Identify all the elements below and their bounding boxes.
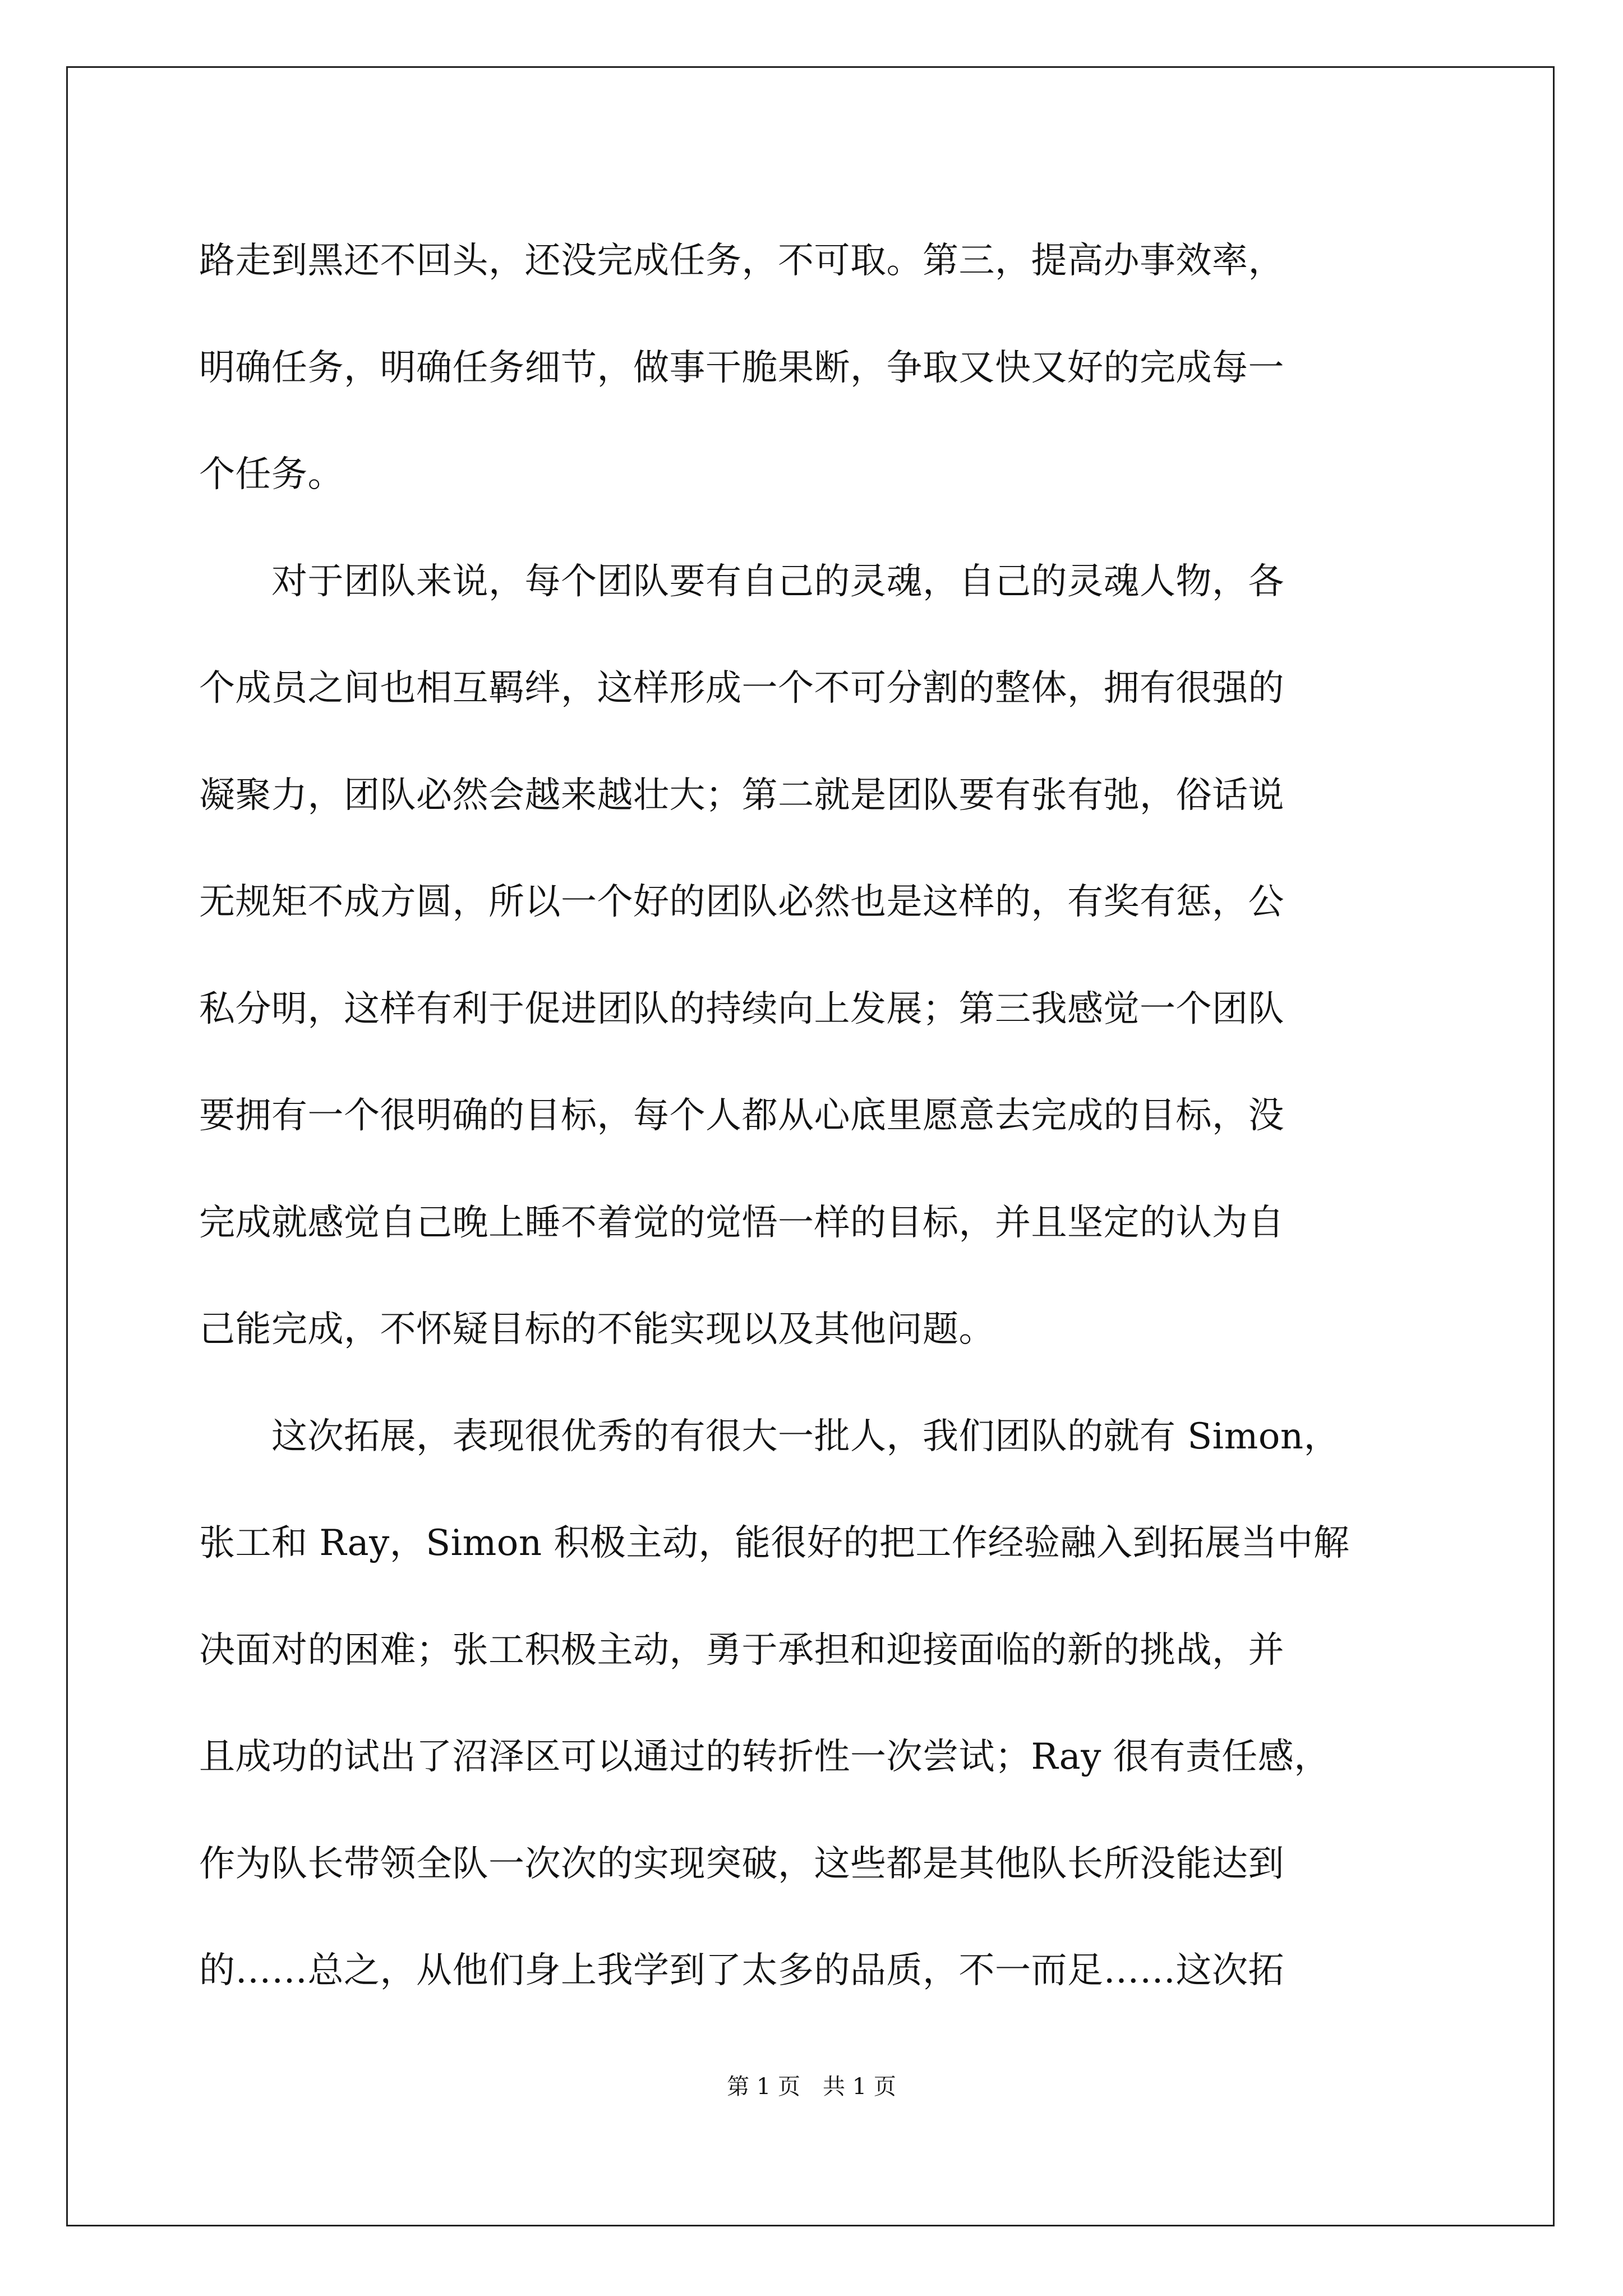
text-line: 个成员之间也相互羁绊，这样形成一个不可分割的整体，拥有很强的: [199, 668, 1284, 709]
page-number-footer: 第 1 页 共 1 页: [727, 2074, 896, 2100]
text-line: 明确任务，明确任务细节，做事干脆果断，争取又快又好的完成每一: [199, 347, 1284, 389]
text-line: 己能完成，不怀疑目标的不能实现以及其他问题。: [199, 1309, 995, 1350]
text-line: 决面对的困难；张工积极主动，勇于承担和迎接面临的新的挑战，并: [199, 1629, 1284, 1671]
text-line: 私分明，这样有利于促进团队的持续向上发展；第三我感觉一个团队: [199, 988, 1284, 1030]
text-line: 完成就感觉自己晚上睡不着觉的觉悟一样的目标，并且坚定的认为自: [199, 1202, 1284, 1244]
text-line: 路走到黑还不回头，还没完成任务，不可取。第三，提高办事效率，: [199, 240, 1284, 282]
text-line: 作为队长带领全队一次次的实现突破，这些都是其他队长所没能达到: [199, 1843, 1284, 1885]
text-line: 个任务。: [199, 454, 344, 495]
text-line: 凝聚力，团队必然会越来越壮大；第二就是团队要有张有弛，俗话说: [199, 774, 1284, 816]
document-body: [199, 208, 1426, 2024]
paragraph-start-line: 对于团队来说，每个团队要有自己的灵魂，自己的灵魂人物，各: [199, 560, 1284, 602]
text-line: 张工和 Ray，Simon 积极主动，能很好的把工作经验融入到拓展当中解: [199, 1522, 1350, 1564]
text-line: 无规矩不成方圆，所以一个好的团队必然也是这样的，有奖有惩，公: [199, 881, 1284, 923]
text-line: 要拥有一个很明确的目标，每个人都从心底里愿意去完成的目标，没: [199, 1095, 1284, 1137]
paragraph-start-line: 这次拓展，表现很优秀的有很大一批人，我们团队的就有 Simon，: [199, 1415, 1340, 1457]
text-line: 且成功的试出了沼泽区可以通过的转折性一次尝试；Ray 很有责任感，: [199, 1736, 1330, 1778]
text-line: 的……总之，从他们身上我学到了太多的品质，不一而足……这次拓: [199, 1950, 1284, 1991]
